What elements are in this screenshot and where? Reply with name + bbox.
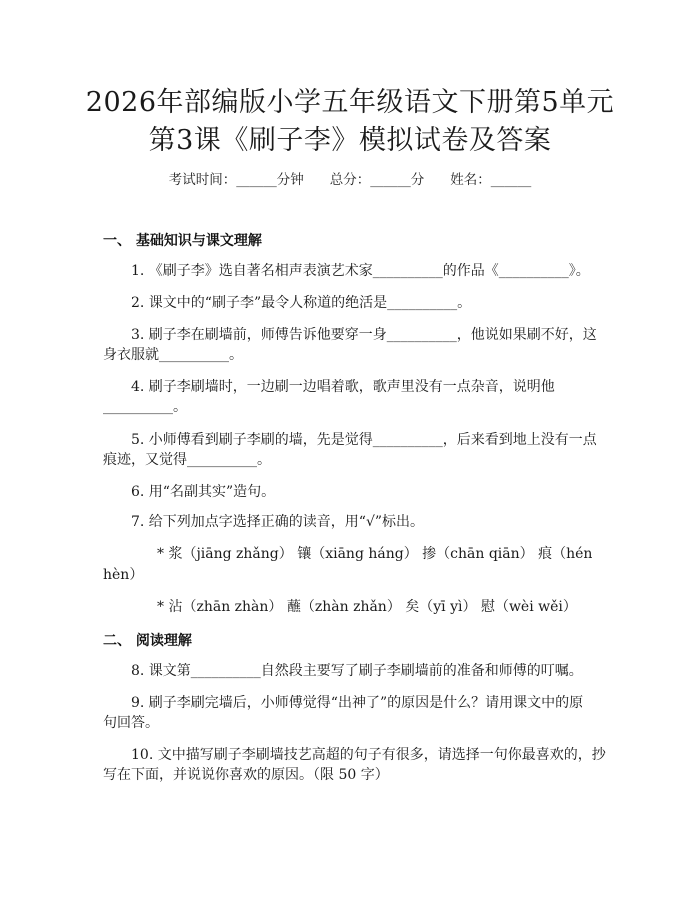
exam-meta: [0, 168, 700, 188]
question-10-line-2: 写在下面，并说说你喜欢的原因。（限 50 字）: [103, 767, 389, 783]
question-10-line-1: 10. 文中描写刷子李刷墙技艺高超的句子有很多，请选择一句你最喜欢的，抄: [131, 747, 606, 763]
pinyin-row-1-line-1: * 浆（jiāng zhǎng） 镶（xiāng háng） 掺（chān qiān） 痕（hén: [157, 546, 593, 562]
question-1: 1. 《刷子李》选自著名相声表演艺术家__________的作品《__________》。: [131, 263, 590, 279]
question-6: 6. 用“名副其实”造句。: [131, 484, 276, 500]
question-9-line-1: 9. 刷子李刷完墙后，小师傅觉得“出神了”的原因是什么？请用课文中的原: [131, 695, 584, 711]
section-heading-2: 二、 阅读理解: [103, 633, 192, 649]
pinyin-row-2: * 沾（zhān zhàn） 蘸（zhàn zhǎn） 矣（yī yì） 慰（wèi wěi）: [157, 599, 577, 615]
question-3-line-1: 3. 刷子李在刷墙前，师傅告诉他要穿一身__________，他说如果刷不好，这: [131, 327, 597, 343]
total-score: 总分：______分: [329, 172, 425, 188]
pinyin-row-1-line-2: hèn）: [103, 567, 144, 583]
title-line-1: 2026年部编版小学五年级语文下册第5单元: [85, 87, 615, 118]
section-heading-1: 一、 基础知识与课文理解: [103, 233, 262, 249]
question-5-line-1: 5. 小师傅看到刷子李刷的墙，先是觉得__________，后来看到地上没有一点: [131, 432, 597, 448]
question-4-line-2: __________。: [103, 399, 187, 415]
question-2: 2. 课文中的“刷子李”最令人称道的绝活是__________。: [131, 295, 472, 311]
title-line-2: 第3课《刷子李》模拟试卷及答案: [148, 125, 552, 156]
question-7: 7. 给下列加点字选择正确的读音，用“√”标出。: [131, 514, 425, 530]
exam-time: 考试时间：______分钟: [168, 172, 304, 188]
question-8: 8. 课文第__________自然段主要写了刷子李刷墙前的准备和师傅的叮嘱。: [131, 663, 583, 679]
question-3-line-2: 身衣服就__________。: [103, 347, 243, 363]
student-name: 姓名：______: [450, 172, 532, 188]
question-5-line-2: 痕迹，又觉得__________。: [103, 452, 271, 468]
question-9-line-2: 句回答。: [103, 715, 159, 731]
question-4-line-1: 4. 刷子李刷墙时，一边刷一边唱着歌，歌声里没有一点杂音，说明他: [131, 379, 555, 395]
